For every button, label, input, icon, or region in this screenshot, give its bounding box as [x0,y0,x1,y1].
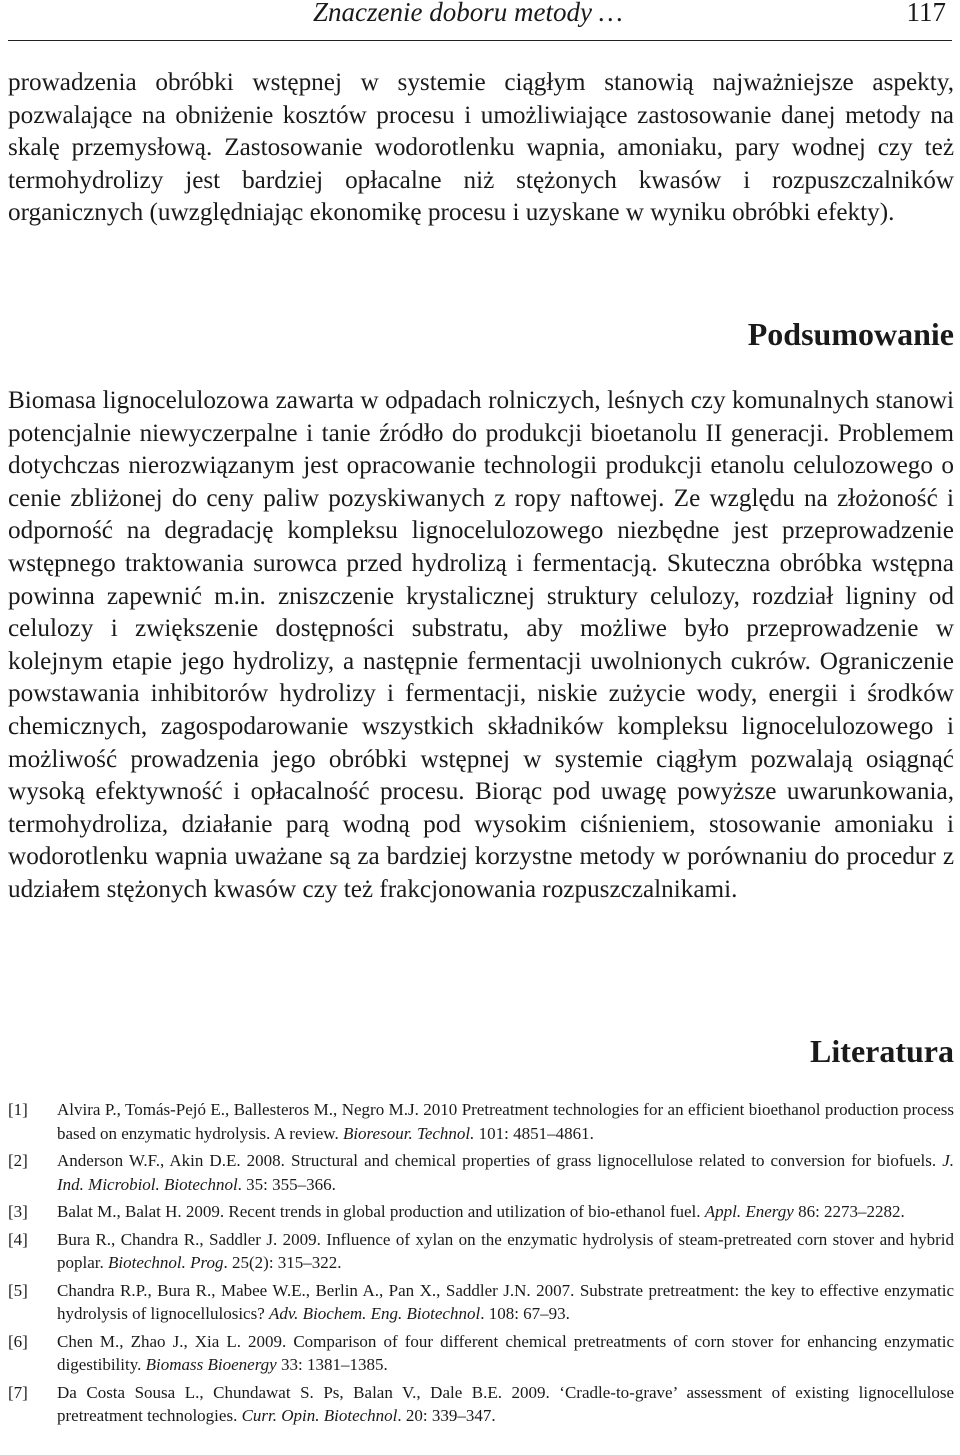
reference-details: 33: 1381–1385. [276,1355,388,1374]
reference-number: [5] [8,1280,28,1300]
reference-journal: J. Ind. Microbiol. Biotechnol [57,1151,954,1194]
reference-journal: Biotechnol. Prog [108,1253,224,1272]
reference-item [8,1098,954,1145]
reference-item [8,1200,954,1224]
reference-number: [3] [8,1202,28,1221]
page-header [8,0,952,41]
reference-details: . 25(2): 315–322. [223,1253,342,1272]
reference-body: Chandra R.P., Bura R., Mabee W.E., Berlin A., Pan X., Saddler J.N. 2007. Substrate pretreatment: the key to effective enzymatic hydrolysis of lignocellulosics? [57,1280,954,1323]
reference-item [8,1330,954,1377]
reference-body: Chen M., Zhao J., Xia L. 2009. Comparison of four different chemical pretreatments of corn stover for enhancing enzymatic digestibility. [57,1331,954,1374]
reference-item [8,1381,954,1428]
reference-number: [4] [8,1229,28,1249]
reference-item [8,1149,954,1196]
reference-details: . 108: 67–93. [480,1304,570,1323]
reference-details: . 20: 339–347. [397,1406,496,1425]
reference-text [57,1200,954,1224]
reference-text [57,1279,954,1326]
running-title: Znaczenie doboru metody … [313,0,623,27]
reference-journal: Adv. Biochem. Eng. Biotechnol [269,1304,481,1323]
reference-text [57,1098,954,1145]
reference-number: [7] [8,1382,28,1402]
reference-text [57,1149,954,1196]
reference-text [57,1381,954,1428]
reference-journal: Appl. Energy [704,1202,794,1221]
reference-item [8,1279,954,1326]
reference-number: [2] [8,1151,28,1170]
reference-details: 101: 4851–4861. [474,1123,594,1143]
reference-text [57,1228,954,1275]
reference-details: . 35: 355–366. [237,1174,336,1194]
reference-body: Bura R., Chandra R., Saddler J. 2009. Influence of xylan on the enzymatic hydrolysis of steam-pretreated corn stover and hybrid poplar. [57,1229,954,1272]
intro-paragraph: prowadzenia obróbki wstępnej w systemie ciągłym stanowią najważniejsze aspekty, pozwalające na obniżenie kosztów procesu i umożliwiające zastosowanie danej metody na skalę przemysłową. Zastosowanie wodorotlenku wapnia, amoniaku, pary wodnej czy też termohydrolizy jest bardziej opłacalne niż stężonych kwasów i rozpuszczalników organicznych (uwzględniając ekonomikę procesu i uzyskane w wyniku obróbki efekty). [8,69,954,227]
reference-details: 86: 2273–2282. [793,1202,905,1221]
reference-body: Alvira P., Tomás-Pejó E., Ballesteros M., Negro M.J. 2010 Pretreatment technologies for an efficient bioethanol production process based on enzymatic hydrolysis. A review. [57,1100,954,1143]
reference-number: [1] [8,1100,28,1119]
summary-paragraph: Biomasa lignocelulozowa zawarta w odpadach rolniczych, leśnych czy komunalnych stanowi potencjalnie niewyczerpalne i tanie źródło do produkcji bioetanolu II generacji. Problemem dotychczas nierozwiązanym jest opracowanie technologii produkcji etanolu celulozowego o cenie zbliżonej do ceny paliw pozyskiwanych z ropy naftowej. Ze względu na złożoność i odporność na degradację kompleksu lignocelulozowego niezbędne jest przeprowadzenie wstępnego traktowania surowca przed hydrolizą i fermentacją. Skuteczna obróbka wstępna powinna zapewnić m.in. zniszczenie krystalicznej struktury celulozy, rozdział ligniny od celulozy i zwiększenie dostępności substratu, aby możliwe było przeprowadzenie w kolejnym etapie jego hydrolizy, a następnie fermentacji uwolnionych cukrów. Ograniczenie powstawania inhibitorów hydrolizy i fermentacji, niskie zużycie wody, energii i środków chemicznych, zagospodarowanie wszystkich składników kompleksu lignocelulozowego i możliwość prowadzenia jego obróbki wstępnej w systemie ciągłym pozwalają osiągnąć wysoką efektywność i opłacalność procesu. Biorąc pod uwagę powyższe uwarunkowania, termohydroliza, działanie parą wodną pod wysokim ciśnieniem, stosowanie amoniaku i wodorotlenku wapnia uważane są za bardziej korzystne metody w porównaniu do procedur z udziałem stężonych kwasów czy też frakcjonowania rozpuszczalnikami. [8,387,954,903]
reference-text [57,1330,954,1377]
reference-body: Balat M., Balat H. 2009. Recent trends in global production and utilization of bio-ethanol fuel. [57,1202,705,1221]
reference-journal: Biomass Bioenergy [145,1355,277,1374]
reference-body: Da Costa Sousa L., Chundawat S. Ps, Balan V., Dale B.E. 2009. ‘Cradle-to-grave’ assessment of existing lignocellulose pretreatment technologies. [57,1382,954,1425]
section-heading-literature: Literatura [810,1033,954,1069]
reference-body: Anderson W.F., Akin D.E. 2008. Structural and chemical properties of grass lignocellulose related to conversion for biofuels. [57,1151,943,1170]
reference-journal: Curr. Opin. Biotechnol [241,1406,398,1425]
reference-journal: Bioresour. Technol. [342,1123,475,1143]
reference-number: [6] [8,1331,28,1351]
reference-item [8,1228,954,1275]
page-number: 117 [906,0,946,27]
reference-list [8,1098,954,1432]
section-heading-summary: Podsumowanie [747,316,954,352]
